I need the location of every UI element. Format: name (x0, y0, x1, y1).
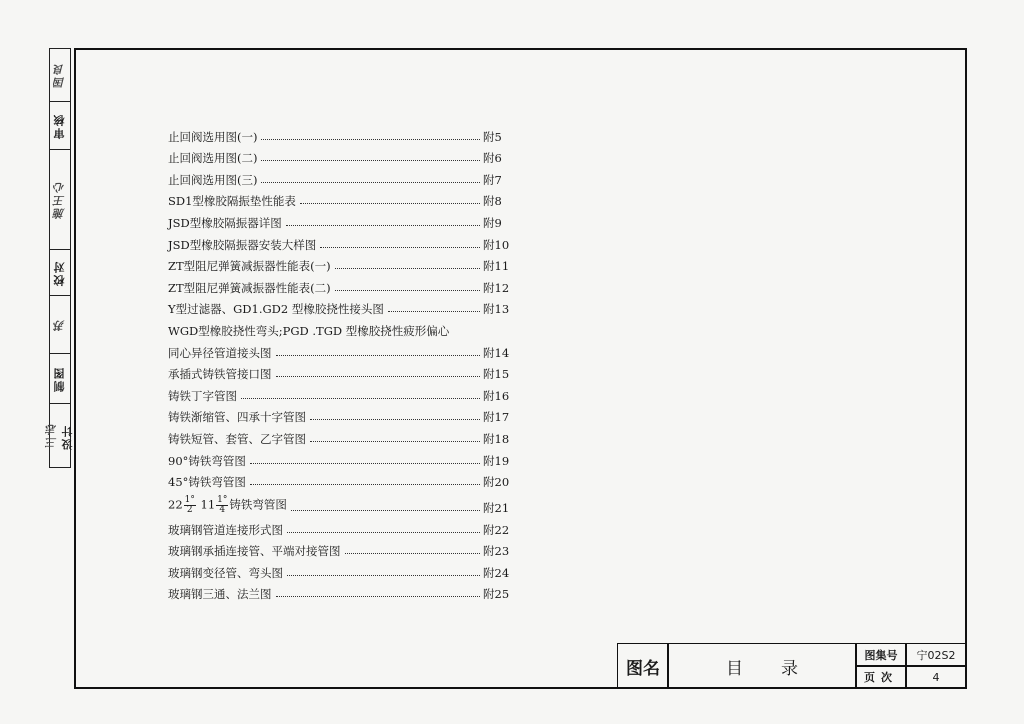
page-number-label: 页次 (855, 665, 907, 689)
toc-row: 铸铁丁字管图 附16 (168, 388, 510, 403)
signature-design: 三志 (45, 421, 58, 448)
toc-row: 22 $\frac{1^\circ}{2}$ 11 $\frac{1^\circ}{4}$ 铸铁弯管图 附21 (168, 495, 510, 516)
toc-row: 承插式铸铁管接口图 附15 (168, 367, 510, 382)
table-of-contents (168, 122, 513, 601)
signature-review: 国良 (53, 62, 66, 88)
toc-row: 45°铸铁弯管图 附20 (168, 475, 510, 490)
toc-row: ZT型阻尼弹簧减振器性能表(二) 附12 (168, 280, 510, 295)
role-check-label: 校对 (53, 259, 66, 286)
toc-row: 止回阀选用图(二) 附6 (168, 151, 502, 166)
toc-row: 铸铁渐缩管、四承十字管图 附17 (168, 410, 510, 425)
page-number-value: 4 (905, 665, 967, 689)
signature-check: 施王心 (53, 180, 66, 219)
role-cell-check (50, 249, 70, 295)
toc-row: JSD型橡胶隔振器安装大样图 附10 (168, 237, 510, 252)
toc-row: 铸铁短管、套管、乙字管图 附18 (168, 431, 510, 446)
atlas-number-value: 宁02S2 (905, 643, 967, 667)
toc-row: 玻璃钢承插连接管、平端对接管图 附23 (168, 544, 510, 559)
toc-row: ZT型阻尼弹簧减振器性能表(一) 附11 (168, 259, 510, 274)
signature-draw: 苏 (53, 318, 66, 331)
toc-row: 止回阀选用图(一) 附5 (168, 129, 502, 144)
role-cell-draw (50, 353, 70, 403)
role-review-label: 审核 (53, 112, 66, 139)
toc-row: JSD型橡胶隔振器详图 附9 (168, 215, 502, 230)
role-cell-design (45, 403, 74, 469)
role-cell-review (50, 101, 70, 149)
atlas-number-label: 图集号 (855, 643, 907, 667)
drawing-name-label: 图名 (617, 643, 669, 689)
fraction: $\frac{1^\circ}{4}$ (217, 495, 228, 516)
signature-strip (45, 48, 74, 468)
toc-row: 90°铸铁弯管图 附19 (168, 453, 510, 468)
drawing-title: 目录 (667, 643, 857, 689)
toc-row-continued: WGD型橡胶挠性弯头;PGD .TGD 型橡胶挠性疲形偏心 (168, 323, 450, 338)
toc-row: 同心异径管道接头图 附14 (168, 345, 510, 360)
toc-row: 止回阀选用图(三) 附7 (168, 172, 502, 187)
role-design-label: 设计 (61, 423, 74, 450)
sig-cell-check (50, 149, 70, 249)
toc-row: SD1型橡胶隔振垫性能表 附8 (168, 194, 502, 209)
sig-cell-review (50, 49, 70, 101)
fraction: $\frac{1^\circ}{2}$ (184, 495, 195, 516)
toc-row: 玻璃钢变径管、弯头图 附24 (168, 565, 510, 580)
toc-row: 玻璃钢管道连接形式图 附22 (168, 522, 510, 537)
title-block (617, 643, 967, 689)
sig-cell-draw (50, 295, 70, 353)
role-draw-label: 制图 (53, 365, 66, 392)
toc-row: 玻璃钢三通、法兰图 附25 (168, 587, 510, 602)
toc-row: Y型过滤器、GD1.GD2 型橡胶挠性接头图 附13 (168, 302, 510, 317)
